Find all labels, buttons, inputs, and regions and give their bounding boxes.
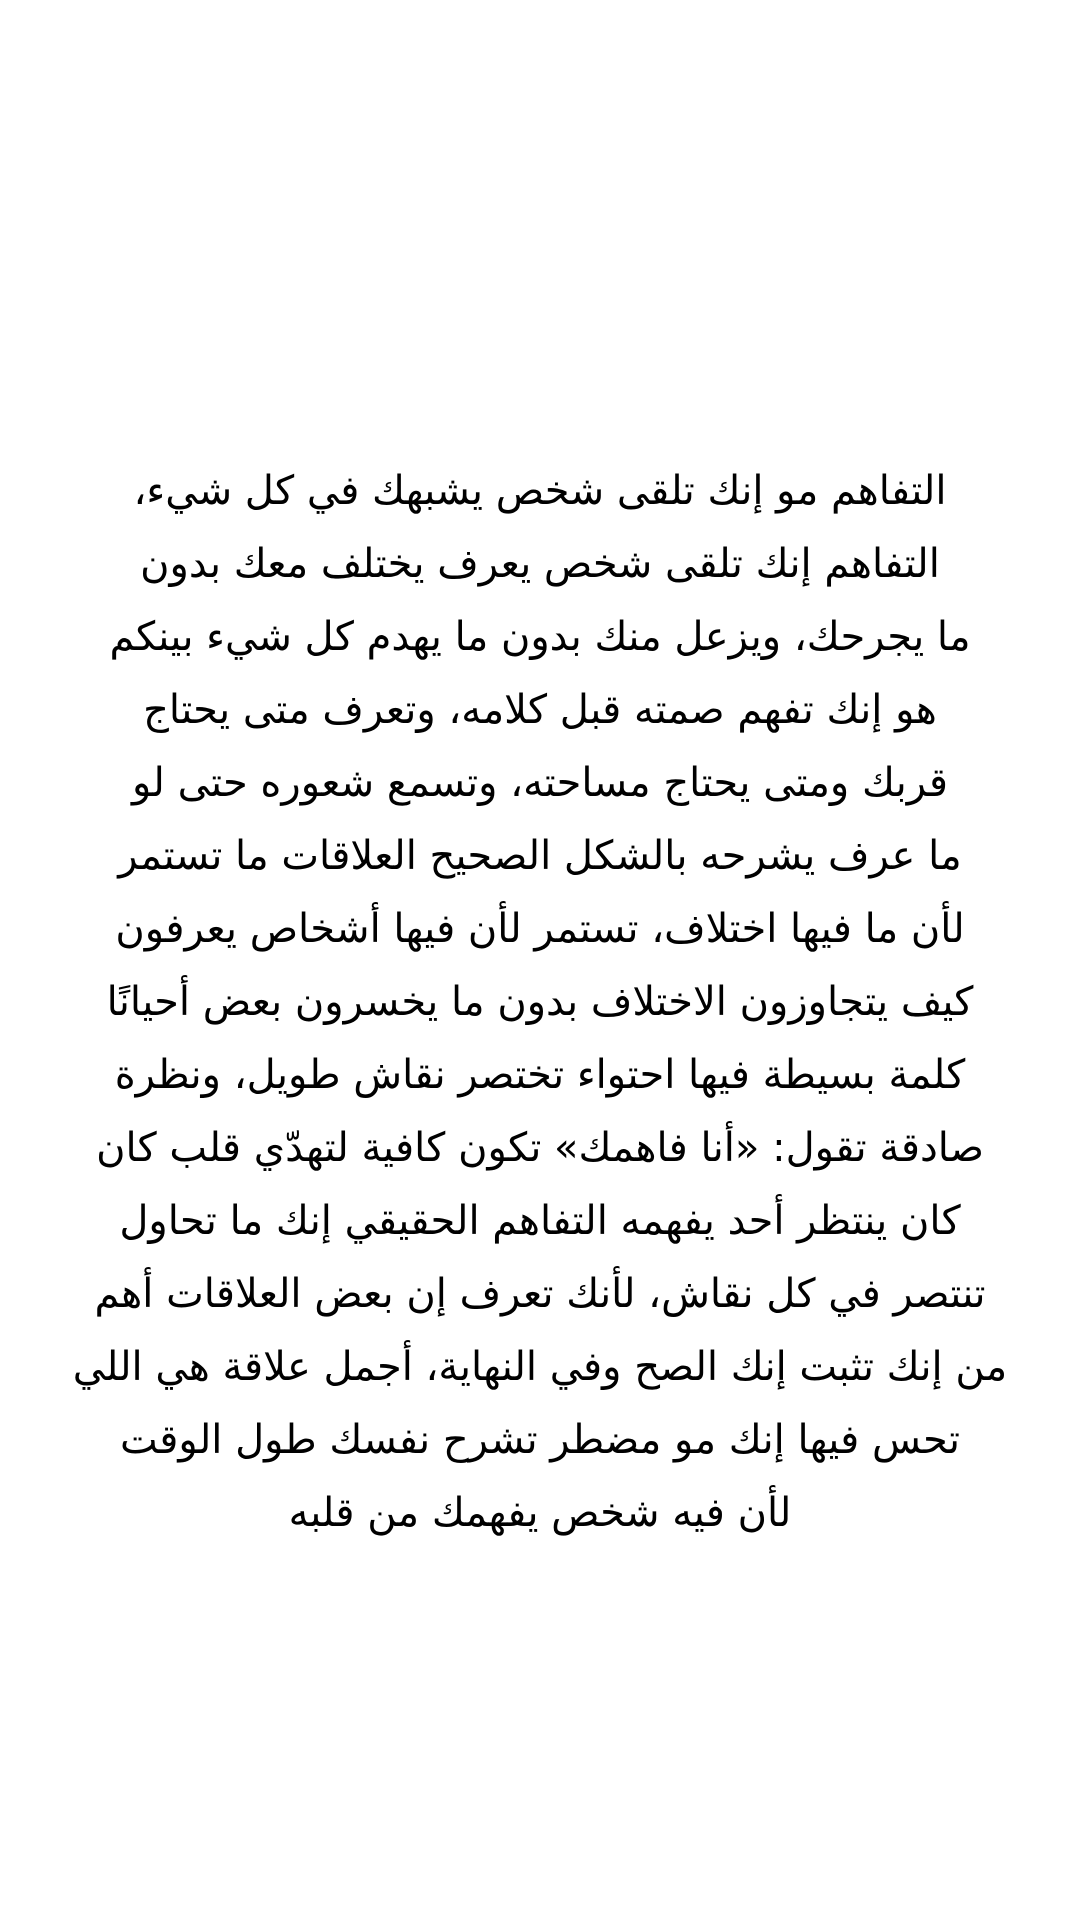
story-line-15: لأن فيه شخص يفهمك من قلبه bbox=[288, 1490, 792, 1536]
story-text-block bbox=[30, 455, 1050, 1550]
story-line-12: تنتصر في كل نقاش، لأنك تعرف إن بعض العلاقات أهم bbox=[94, 1271, 986, 1317]
story-line-3: ما يجرحك، ويزعل منك بدون ما يهدم كل شيء بينكم bbox=[109, 614, 971, 660]
story-line-2: التفاهم إنك تلقى شخص يعرف يختلف معك بدون bbox=[140, 541, 940, 587]
story-line-13: من إنك تثبت إنك الصح وفي النهاية، أجمل علاقة هي اللي bbox=[72, 1344, 1008, 1390]
story-line-8: كيف يتجاوزون الاختلاف بدون ما يخسرون بعض أحيانًا bbox=[106, 979, 974, 1025]
story-line-10: صادقة تقول: «أنا فاهمك» تكون كافية لتهدّي قلب كان bbox=[96, 1125, 984, 1171]
story-line-4: هو إنك تفهم صمته قبل كلامه، وتعرف متى يحتاج bbox=[143, 687, 937, 733]
story-line-11: كان ينتظر أحد يفهمه التفاهم الحقيقي إنك ما تحاول bbox=[119, 1198, 961, 1244]
story-line-1: التفاهم مو إنك تلقى شخص يشبهك في كل شيء، bbox=[133, 468, 947, 514]
story-line-6: ما عرف يشرحه بالشكل الصحيح العلاقات ما تستمر bbox=[118, 833, 962, 879]
story-line-5: قربك ومتى يحتاج مساحته، وتسمع شعوره حتى لو bbox=[132, 760, 948, 806]
story-line-9: كلمة بسيطة فيها احتواء تختصر نقاش طويل، ونظرة bbox=[114, 1052, 966, 1098]
story-line-7: لأن ما فيها اختلاف، تستمر لأن فيها أشخاص يعرفون bbox=[115, 906, 965, 952]
story-line-14: تحس فيها إنك مو مضطر تشرح نفسك طول الوقت bbox=[120, 1417, 960, 1463]
